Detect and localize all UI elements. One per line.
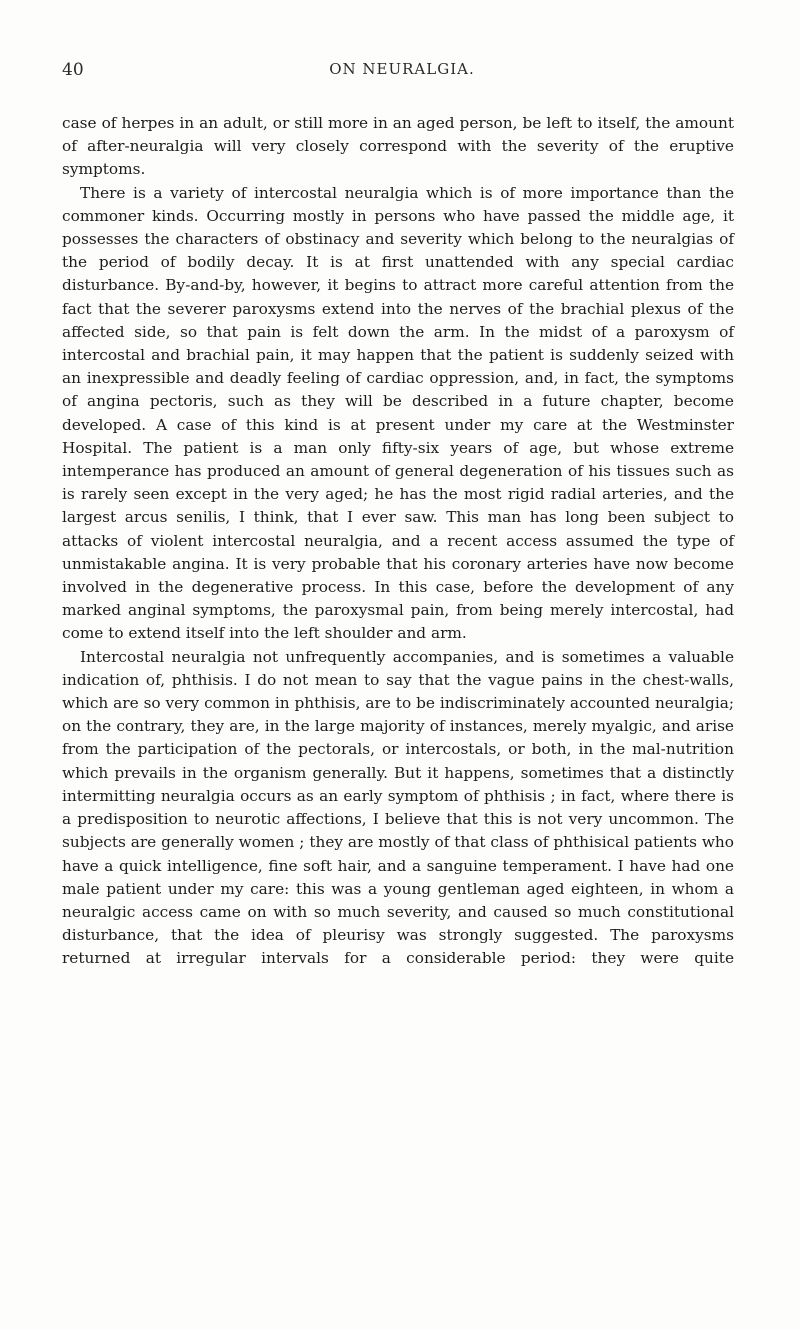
page-number: 40 — [62, 60, 84, 80]
paragraph-intercostal-angina: There is a variety of intercostal neuralgia which is of more importance than the commoner kinds. Occurring mostly in persons who have passed the middle age, it possesses the characters of obstinacy and severity which belong to the neuralgias of the period of bodily decay. It is at first unattended with any special cardiac disturbance. By-and-by, however, it begins to attract more careful attention from the fact that the severer paroxysms extend into the nerves of the brachial plexus of the affected side, so that pain is felt down the arm. In the midst of a paroxysm of intercostal and brachial pain, it may happen that the patient is suddenly seized with an inexpressible and deadly feeling of cardiac oppression, and, in fact, the symptoms of angina pectoris, such as they will be described in a future chapter, become developed. A case of this kind is at present under my care at the Westminster Hospital. The patient is a man only fifty-six years of age, but whose extreme intemperance has produced an amount of general degeneration of his tissues such as is rarely seen except in the very aged; he has the most rigid radial arteries, and the largest arcus senilis, I think, that I ever saw. This man has long been subject to attacks of violent intercostal neuralgia, and a recent access assumed the type of unmistakable angina. It is very probable that his coronary arteries have now become involved in the degenerative process. In this case, before the development of any marked anginal symptoms, the paroxysmal pain, from being merely intercostal, had come to extend itself into the left shoulder and arm. — [62, 183, 734, 643]
paragraph-phthisis: Intercostal neuralgia not unfrequently accompanies, and is sometimes a valuable indication of, phthisis. I do not mean to say that the vague pains in the chest-walls, which are so very common in phthisis, are to be indiscriminately accounted neuralgia; on the contrary, they are, in the large majority of instances, merely myalgic, and arise from the participation of the pectorals, or intercostals, or both, in the mal-nutrition which prevails in the organism generally. But it happens, sometimes that a distinctly intermitting neuralgia occurs as an early symptom of phthisis ; in fact, where there is a predisposition to neurotic affections, I believe that this is not very uncommon. The subjects are generally women ; they are mostly of that class of phthisical patients who have a quick intelligence, fine soft hair, and a sanguine temperament. I have had one male patient under my care: this was a young gentleman aged eighteen, in whom a neuralgic access came on with so much severity, and caused so much constitutional disturbance, that the idea of pleurisy was strongly suggested. The paroxysms returned at irregular intervals for a considerable period: they were quite — [62, 647, 734, 968]
running-title: ON NEURALGIA. — [329, 60, 475, 78]
paragraph-continuation: case of herpes in an adult, or still more in an aged person, be left to itself, the amount of after-neuralgia will very closely correspond with the severity of the eruptive symptoms. — [62, 114, 734, 179]
body-text — [62, 112, 734, 971]
running-head — [62, 60, 742, 84]
